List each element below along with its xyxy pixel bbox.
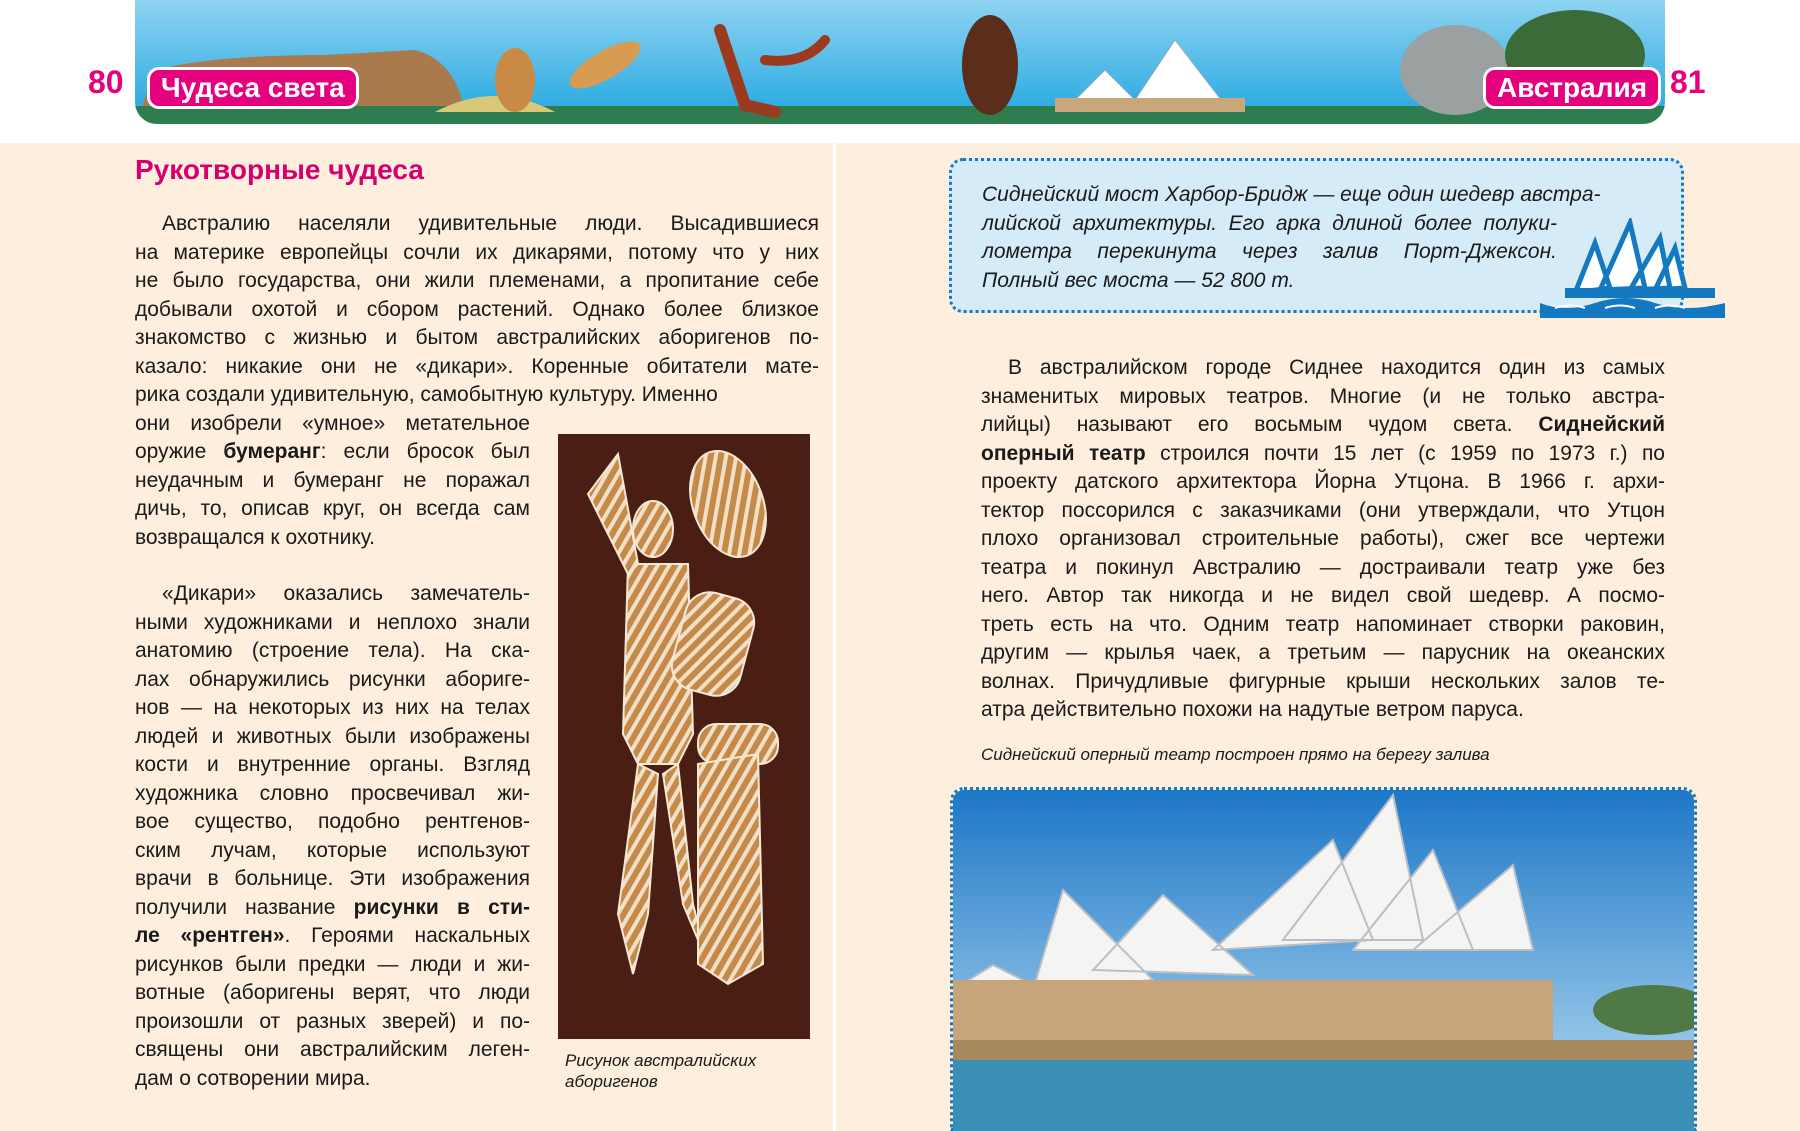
- text-line: [981, 639, 1665, 668]
- text-segment: ными художниками и неплохо знали: [135, 610, 530, 634]
- text-line: [135, 808, 530, 837]
- bold-term: рисунки в сти-: [353, 895, 530, 919]
- text-line: [135, 438, 530, 467]
- text-segment: рисунков были предки — люди и жи-: [135, 952, 530, 976]
- bold-term: бумеранг: [223, 440, 321, 463]
- text-line: [135, 922, 530, 951]
- text-line: [135, 951, 530, 980]
- text-line: [135, 381, 819, 410]
- text-line: [135, 666, 530, 695]
- text-segment: врачи в больнице. Эти изображения: [135, 867, 530, 890]
- text-segment: возвращался к охотнику.: [135, 525, 375, 549]
- caption-line: Рисунок австралийских: [565, 1051, 757, 1070]
- text-segment: произошли от разных зверей) и по-: [135, 1009, 530, 1033]
- text-line: [135, 495, 530, 524]
- text-line: [135, 780, 530, 809]
- text-segment: треть есть на что. Одним театр напоминает створки раковин,: [981, 612, 1665, 636]
- right-paragraph: [981, 354, 1665, 725]
- bold-term: Сиднейский: [1538, 413, 1665, 436]
- text-segment: ским лучам, которые используют: [135, 838, 530, 862]
- text-line: [135, 751, 530, 780]
- text-line: [135, 467, 530, 496]
- text-line: [981, 497, 1665, 526]
- text-line: [135, 894, 530, 923]
- text-segment: «Дикари» оказались замечатель-: [162, 582, 530, 605]
- text-line: [135, 723, 530, 752]
- text-line: [135, 1008, 530, 1037]
- caption-line: аборигенов: [565, 1072, 658, 1091]
- text-segment: В австралийском городе Сиднее находится один из самых: [1008, 356, 1665, 379]
- section-title: Рукотворные чудеса: [135, 154, 424, 185]
- text-line: [981, 440, 1665, 469]
- text-segment: знаменитых мировых театров. Многие (и не только австра-: [981, 384, 1665, 408]
- sydney-opera-house-photo: [950, 787, 1697, 1131]
- bold-term: оперный театр: [981, 441, 1146, 465]
- text-segment: казало: никакие они не «дикари». Коренные обитатели мате-: [135, 354, 819, 378]
- left-paragraph-1-cont: [135, 410, 530, 553]
- fact-line: лийской архитектуры. Его арка длиной более полуки-: [982, 211, 1557, 235]
- text-segment: Австралию населяли удивительные люди. Высадившиеся: [162, 212, 819, 235]
- text-line: [981, 696, 1665, 725]
- text-segment: неудачным и бумеранг не поражал: [135, 468, 530, 492]
- text-segment: не было государства, они жили племенами, а пропитание себе: [135, 269, 819, 292]
- text-segment: анатомию (строение тела). На ска-: [135, 639, 530, 662]
- fact-line: Полный вес моста — 52 800 т.: [982, 268, 1295, 292]
- text-line: [981, 525, 1665, 554]
- text-segment: вотные (аборигены верят, что люди: [135, 981, 530, 1004]
- text-line: [135, 210, 819, 239]
- text-segment: театра и покинул Австралию — достраивали театр уже без: [981, 555, 1665, 579]
- text-segment: нов — на некоторых из них на телах: [135, 696, 530, 719]
- text-line: [981, 611, 1665, 640]
- text-segment: священы они австралийским леген-: [135, 1038, 530, 1061]
- text-line: [981, 582, 1665, 611]
- text-line: [135, 1065, 530, 1094]
- text-line: [135, 837, 530, 866]
- text-segment: проекту датского архитектора Йорна Утцона. В 1966 г. архи-: [981, 470, 1665, 493]
- text-segment: людей и животных были изображены: [135, 724, 530, 748]
- text-line: [981, 383, 1665, 412]
- text-segment: строился почти 15 лет (с 1959 по 1973 г.) по: [1145, 441, 1665, 465]
- text-segment: получили название: [135, 895, 354, 919]
- fact-line: лометра перекинута через залив Порт-Джексон.: [982, 240, 1557, 263]
- text-segment: другим — крылья чаек, а третьим — парусник на океанских: [981, 641, 1665, 664]
- text-line: [135, 267, 819, 296]
- text-line: [135, 580, 530, 609]
- text-line: [135, 524, 530, 553]
- text-segment: оружие: [135, 440, 224, 463]
- header-banner: [135, 0, 1665, 124]
- photo-caption: Сиднейский оперный театр построен прямо на берегу залива: [981, 745, 1490, 764]
- text-segment: знакомство с жизнью и бытом австралийских аборигенов по-: [135, 326, 819, 349]
- text-segment: тектор поссорился с заказчиками (они утверждали, что Утцон: [981, 498, 1665, 522]
- painting-caption: [565, 1050, 756, 1092]
- opera-house-icon: [1535, 218, 1730, 318]
- text-segment: . Героями наскальных: [284, 924, 530, 947]
- text-line: [135, 324, 819, 353]
- text-line: [135, 296, 819, 325]
- text-line: [981, 468, 1665, 497]
- bold-term: ле «рентген»: [135, 924, 285, 947]
- right-page-number: 81: [1670, 64, 1706, 100]
- left-paragraph-1: [135, 210, 819, 410]
- text-line: [981, 354, 1665, 383]
- text-line: [981, 554, 1665, 583]
- text-line: [135, 1036, 530, 1065]
- text-line: [135, 239, 819, 268]
- text-segment: они изобрели «умное» метательное: [135, 411, 530, 435]
- text-line: [135, 410, 530, 439]
- left-paragraph-2: [135, 580, 530, 1093]
- text-line: [135, 637, 530, 666]
- left-page-number: 80: [88, 64, 124, 100]
- text-segment: добывали охотой и сбором растений. Однако более близкое: [135, 297, 819, 321]
- text-line: [981, 411, 1665, 440]
- text-segment: вое существо, подобно рентгенов-: [135, 810, 530, 833]
- text-segment: на материке европейцы сочли их дикарями, потому что у них: [135, 240, 819, 264]
- text-segment: атра действительно похожи на надутые ветром паруса.: [981, 698, 1524, 721]
- text-line: [135, 865, 530, 894]
- text-segment: : если бросок был: [320, 440, 530, 463]
- text-line: [135, 694, 530, 723]
- text-segment: рика создали удивительную, самобытную культуру. Именно: [135, 383, 718, 406]
- text-segment: художника словно просвечивал жи-: [135, 781, 530, 805]
- text-segment: лах обнаружились рисунки абориге-: [135, 667, 530, 691]
- text-segment: дам о сотворении мира.: [135, 1066, 371, 1090]
- text-line: [135, 979, 530, 1008]
- text-segment: дичь, то, описав круг, он всегда сам: [135, 497, 530, 520]
- text-line: [981, 668, 1665, 697]
- text-segment: него. Автор так никогда и не видел свой шедевр. А посмо-: [981, 584, 1665, 607]
- text-segment: кости и внутренние органы. Взгляд: [135, 753, 530, 776]
- fact-box-text: [982, 181, 1601, 295]
- text-line: [135, 353, 819, 382]
- aboriginal-painting-image: [558, 434, 810, 1039]
- text-segment: волнах. Причудливые фигурные крыши нескольких залов те-: [981, 669, 1665, 693]
- text-segment: лийцы) называют его восьмым чудом света.: [981, 413, 1539, 436]
- right-section-label: Австралия: [1483, 67, 1661, 109]
- text-line: [135, 609, 530, 638]
- fact-line: Сиднейский мост Харбор-Бридж — еще один шедевр австра-: [982, 183, 1601, 206]
- text-segment: плохо организовал строительные работы), сжег все чертежи: [981, 527, 1665, 550]
- left-section-label: Чудеса света: [147, 67, 359, 109]
